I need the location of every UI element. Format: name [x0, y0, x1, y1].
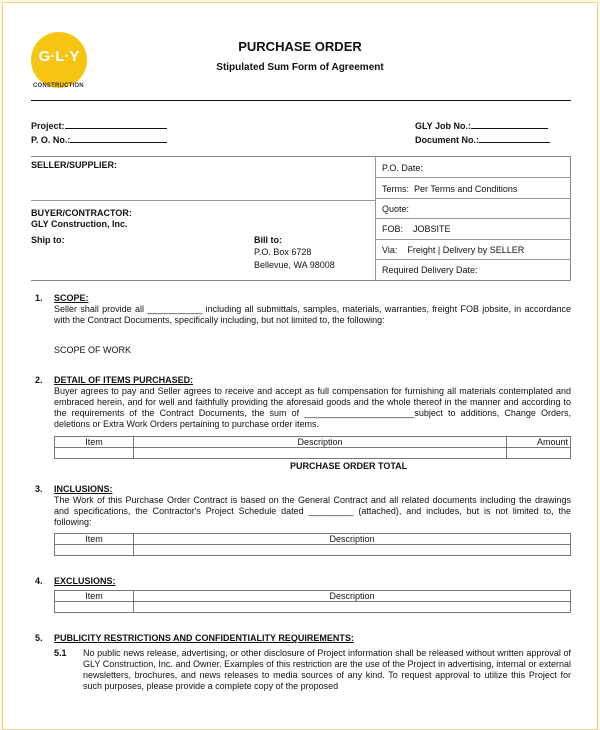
bill-to-address-line1: P.O. Box 6728: [254, 247, 312, 257]
po-date-field: P.O. Date:: [382, 163, 423, 173]
quote-field: Quote:: [382, 204, 410, 214]
document-title: PURCHASE ORDER: [238, 39, 362, 54]
column-header-item: Item: [55, 591, 134, 602]
column-header-description: Description: [134, 437, 507, 448]
table-row: [55, 602, 571, 613]
terms-field: Terms: Per Terms and Conditions: [382, 184, 518, 194]
section-2-title: DETAIL OF ITEMS PURCHASED:: [54, 375, 194, 385]
ship-to-label: Ship to:: [31, 235, 65, 245]
section-3-number: 3.: [35, 484, 43, 494]
section-5-title: PUBLICITY RESTRICTIONS AND CONFIDENTIALITY REQUIREMENTS:: [54, 633, 354, 643]
seller-label: SELLER/SUPPLIER:: [31, 160, 118, 170]
buyer-label: BUYER/CONTRACTOR:: [31, 208, 132, 218]
bill-to-address-line2: Bellevue, WA 98008: [254, 260, 335, 270]
section-4-title: EXCLUSIONS:: [54, 576, 116, 586]
inclusions-table: [54, 533, 571, 556]
table-header-row: [55, 591, 571, 602]
section-5-number: 5.: [35, 633, 43, 643]
section-5-1-number: 5.1: [54, 648, 67, 658]
section-4-number: 4.: [35, 576, 43, 586]
document-number-field: Document No.:: [415, 134, 550, 145]
column-header-description: Description: [134, 534, 571, 545]
purchase-order-total-label: PURCHASE ORDER TOTAL: [290, 461, 408, 471]
section-3-text: The Work of this Purchase Order Contract is based on the General Contract and all related documents including the drawings and specifications, the Contractor's Project Schedule dated _________ (attached), and includes, but is not limited to, the following:: [54, 495, 571, 527]
table-header-row: [55, 437, 571, 448]
po-number-field: P. O. No.:: [31, 134, 167, 145]
document-subtitle: Stipulated Sum Form of Agreement: [216, 62, 384, 73]
items-purchased-table: [54, 436, 571, 459]
column-header-item: Item: [55, 437, 134, 448]
fob-field: FOB: JOBSITE: [382, 224, 451, 234]
table-row: [55, 545, 571, 556]
scope-of-work-heading: SCOPE OF WORK: [54, 345, 132, 355]
column-header-description: Description: [134, 591, 571, 602]
section-1-text: Seller shall provide all ___________ including all submittals, samples, materials, warranties, freight FOB jobsite, in accordance with the Contract Documents, specifically including, but not limited to, the following:: [54, 304, 571, 325]
column-header-amount: Amount: [507, 437, 571, 448]
required-delivery-date-field: Required Delivery Date:: [382, 265, 478, 275]
buyer-name: GLY Construction, Inc.: [31, 219, 128, 229]
project-field: Project:: [31, 120, 167, 131]
logo-subtitle: CONSTRUCTION: [33, 83, 84, 89]
section-2-text: Buyer agrees to pay and Seller agrees to receive and accept as full compensation for furnishing all materials contemplated and embraced herein, and for well and faithfully providing the aforesaid goods and the whole thereof in the manner and according to the requirements of the Contract Documents, the sum of ______________________subject to additions, Change Orders, deletions or Extra Work Orders pertaining to purchase order items.: [54, 386, 571, 429]
table-header-row: [55, 534, 571, 545]
exclusions-table: [54, 590, 571, 613]
job-number-field: GLY Job No.:: [415, 120, 548, 131]
document-page: [2, 2, 598, 730]
logo-text: G·L·Y: [38, 48, 80, 65]
section-5-1-text: No public news release, advertising, or other disclosure of Project information shall be released without written approval of GLY Construction, Inc. and Owner. Examples of this restriction are the use of the Project in advertising, internal or external newsletters, brochures, and news releases to media sources of any kind. To request approval to utilize this Project for such purposes, please provide a complete copy of the proposed: [83, 648, 571, 691]
column-header-item: Item: [55, 534, 134, 545]
bill-to-label: Bill to:: [254, 235, 282, 245]
section-1-number: 1.: [35, 293, 43, 303]
header-divider: [31, 100, 571, 101]
section-2-number: 2.: [35, 375, 43, 385]
section-3-title: INCLUSIONS:: [54, 484, 113, 494]
table-row: [55, 448, 571, 459]
via-field: Via: Freight | Delivery by SELLER: [382, 245, 525, 255]
section-1-title: SCOPE:: [54, 293, 89, 303]
